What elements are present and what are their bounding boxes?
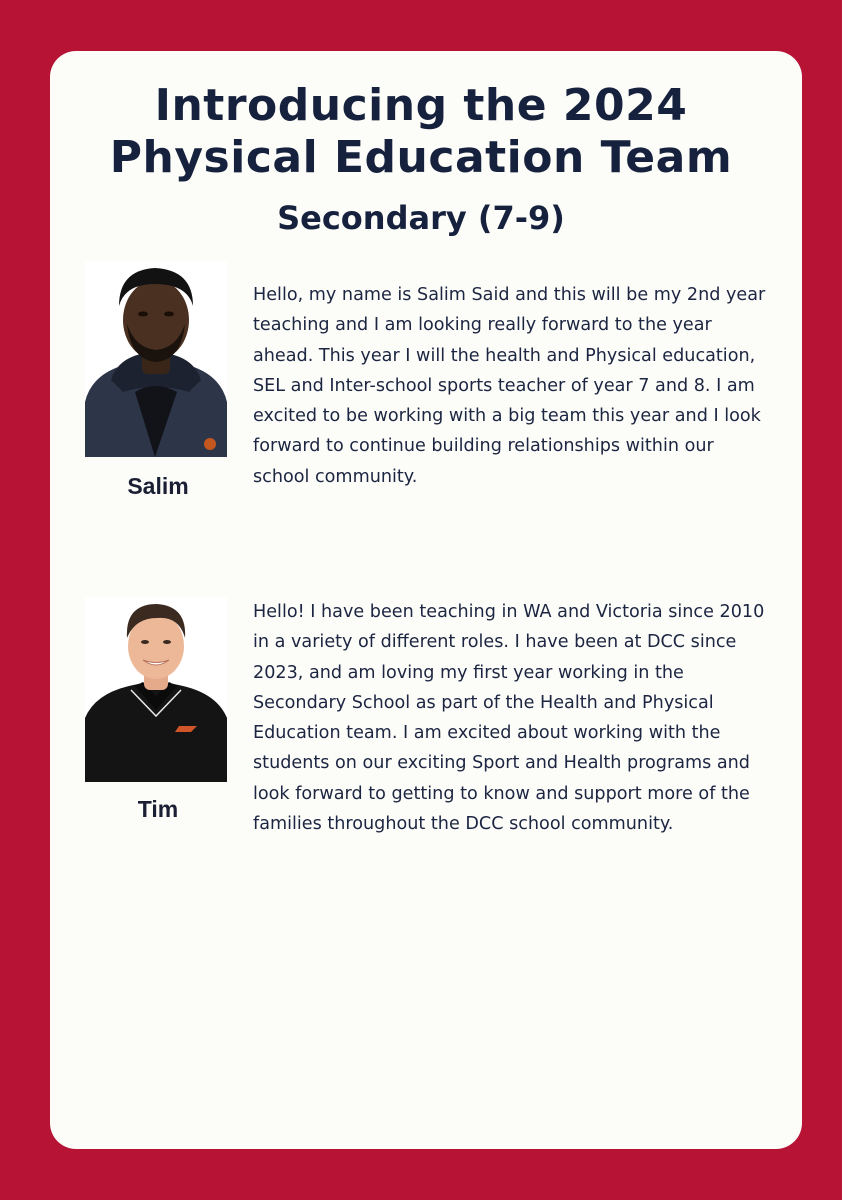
title-line-2: Physical Education Team [109,132,733,183]
staff-name-salim: Salim [127,473,189,499]
staff-bio-salim: Hello, my name is Salim Said and this will be my 2nd year teaching and I am looking really forward to the year ahead. This year I will the health and Physical education, SEL and Inter-school sports teacher of year 7 and 8. I am excited to be working with a big team this year and I look forward to continue building relationships within our school community. [253,285,766,487]
salim-photo [85,262,227,457]
page-subtitle: Secondary (7-9) [277,199,565,237]
tim-photo [85,598,227,782]
page-title [0,80,842,184]
staff-name-tim: Tim [137,796,179,822]
staff-bio-tim: Hello! I have been teaching in WA and Victoria since 2010 in a variety of different roles. I have been at DCC since 2023, and am loving my first year working in the Secondary School as part of the Health and Physical Education team. I am excited about working with the students on our exciting Sport and Health programs and look forward to getting to know and support more of the families throughout the DCC school community. [253,602,765,835]
title-line-1: Introducing the 2024 [154,80,688,131]
